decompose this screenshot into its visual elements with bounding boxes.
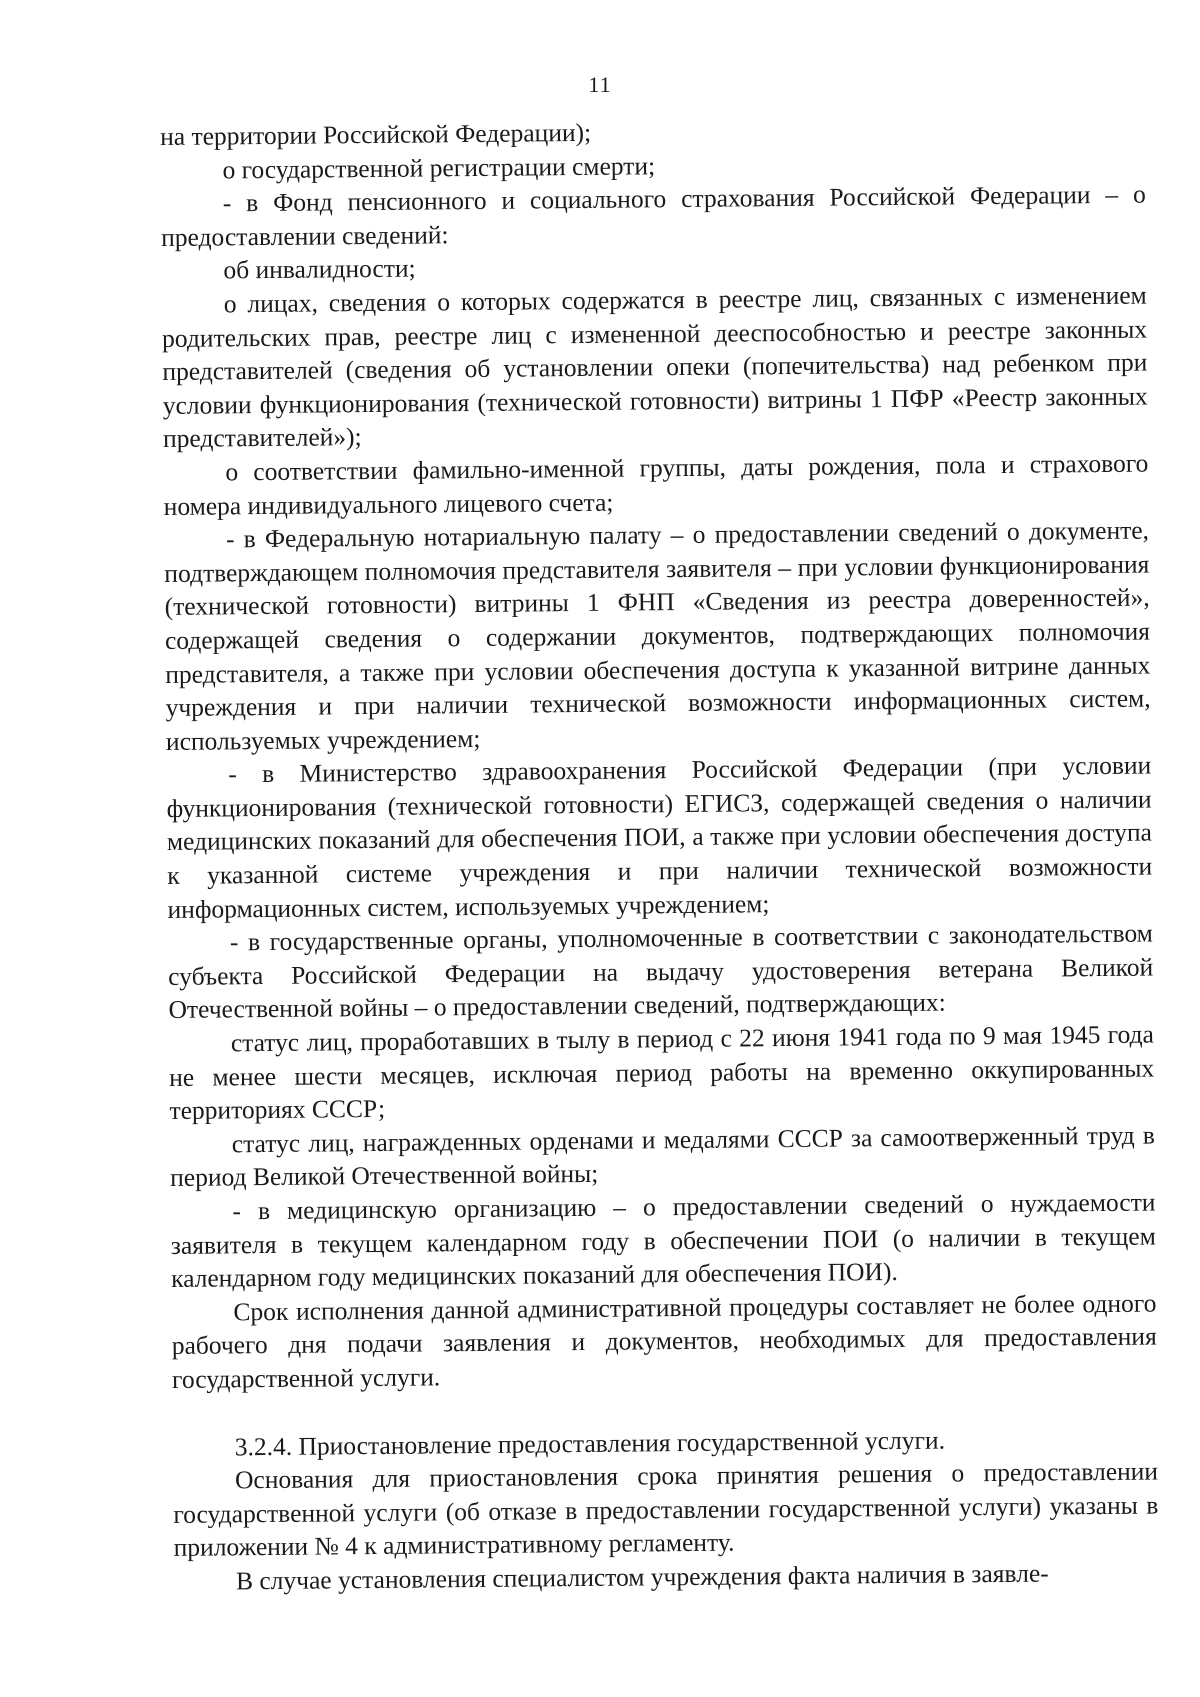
paragraph: Основания для приостановления срока принятия решения о предоставлении государственной услуги (об отказе в предоставлении государственной услуги) указаны в приложении № 4 к административному регламенту. bbox=[173, 1456, 1159, 1563]
paragraph: о лицах, сведения о которых содержатся в реестре лиц, связанных с изменением родительских прав, реестре лиц с измененной дееспособностью и реестре законных представителей (сведения об установлении опеки (попечительства) над ребенком при условии функционирования (технической готовности) витрины 1 ПФР «Реестр законных представителей»); bbox=[161, 280, 1148, 454]
paragraph: о государственной регистрации смерти; bbox=[222, 150, 656, 184]
paragraph: статус лиц, награжденных орденами и медалями СССР за самоотверженный труд в период Великой Отечественной войны; bbox=[170, 1120, 1155, 1193]
section-heading: 3.2.4. Приостановление предоставления государственной услуги. bbox=[234, 1425, 946, 1461]
paragraph: - в Министерство здравоохранения Российской Федерации (при условии функционирования (технической готовности) ЕГИСЗ, содержащей сведения о наличии медицинских показаний для обеспечения ПОИ, а также при условии обеспечения доступа к указанной системе учреждения и при наличии технической возможности информационных систем, используемых учреждением; bbox=[166, 750, 1153, 924]
paragraph: статус лиц, проработавших в тылу в период с 22 июня 1941 года по 9 мая 1945 года не менее шести месяцев, исключая период работы на временно оккупированных территориях СССР; bbox=[169, 1019, 1155, 1126]
paragraph: на территории Российской Федерации); bbox=[160, 117, 592, 151]
paragraph: В случае установления специалистом учреждения факта наличия в заявле- bbox=[235, 1558, 1049, 1596]
paragraph: об инвалидности; bbox=[223, 253, 416, 285]
document-body bbox=[160, 111, 1159, 1599]
paragraph: о соответствии фамильно-именной группы, даты рождения, пола и страхового номера индивидуального лицевого счета; bbox=[163, 448, 1149, 521]
paragraph: - в государственные органы, уполномоченные в соответствии с законодательством субъекта Российской Федерации на выдачу удостоверения ветерана Великой Отечественной войны – о предоставлении сведений, подтверждающих: bbox=[168, 918, 1154, 1025]
paragraph: - в медицинскую организацию – о предоставлении сведений о нуждаемости заявителя в текущем календарном году в обеспечении ПОИ (о наличии в текущем календарном году медицинских показаний для обеспечения ПОИ). bbox=[170, 1187, 1156, 1294]
page-number: 11 bbox=[588, 72, 612, 97]
paragraph: - в Фонд пенсионного и социального страхования Российской Федерации – о предоставлении сведений: bbox=[160, 179, 1146, 252]
paragraph: Срок исполнения данной административной процедуры составляет не более одного рабочего дня подачи заявления и документов, необходимых для предоставления государственной услуги. bbox=[171, 1288, 1157, 1394]
paragraph: - в Федеральную нотариальную палату – о предоставлении сведений о документе, подтверждающем полномочия представителя заявителя – при условии функционирования (технической готовности) витрины 1 ФНП «Сведения из реестра доверенностей», содержащей сведения о содержании документов, подтверждающих полномочия представителя, а также при условии обеспечения доступа к указанной витрине данных учреждения и при наличии технической возможности информационных систем, используемых учреждением; bbox=[164, 515, 1151, 756]
